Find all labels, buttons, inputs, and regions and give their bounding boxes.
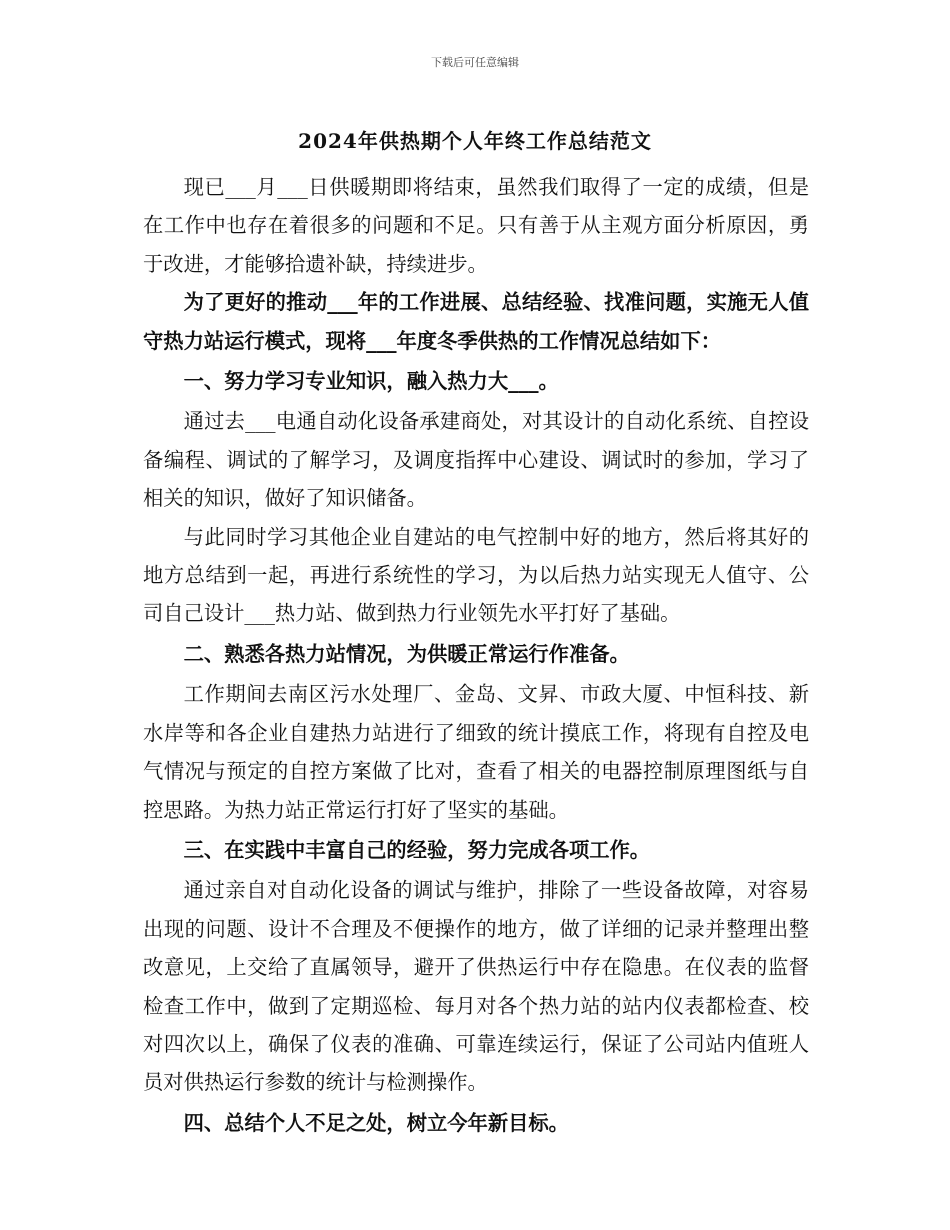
- document-title: 2024年供热期个人年终工作总结范文: [298, 129, 652, 153]
- paragraph-section-1a: 通过去___电通自动化设备承建商处，对其设计的自动化系统、自控设备编程、调试的了解学习，及调度指挥中心建设、调试时的参加，学习了相关的知识，做好了知识储备。: [143, 409, 809, 511]
- paragraph-summary-lead: 为了更好的推动___年的工作进展、总结经验、找准问题，实施无人值守热力站运行模式，现将___年度冬季供热的工作情况总结如下：: [143, 290, 809, 353]
- document-body: [143, 168, 809, 1144]
- paragraph-intro: 现已___月___日供暖期即将结束，虽然我们取得了一定的成绩，但是在工作中也存在着很多的问题和不足。只有善于从主观方面分析原因，勇于改进，才能够拾遗补缺，持续进步。: [143, 175, 809, 276]
- paragraph-section-2: 工作期间去南区污水处理厂、金岛、文昇、市政大厦、中恒科技、新水岸等和各企业自建热力站进行了细致的统计摸底工作，将现有自控及电气情况与预定的自控方案做了比对，查看了相关的电器控制原理图纸与自控思路。为热力站正常运行打好了坚实的基础。: [143, 682, 809, 822]
- paragraph-section-3: 通过亲自对自动化设备的调试与维护，排除了一些设备故障，对容易出现的问题、设计不合理及不便操作的地方，做了详细的记录并整理出整改意见，上交给了直属领导，避开了供热运行中存在隐患。在仪表的监督检查工作中，做到了定期巡检、每月对各个热力站的站内仪表都检查、校对四次以上，确保了仪表的准确、可靠连续运行，保证了公司站内值班人员对供热运行参数的统计与检测操作。: [143, 878, 809, 1095]
- section-heading-2: 二、熟悉各热力站情况，为供暖正常运行作准备。: [183, 641, 630, 666]
- section-heading-3: 三、在实践中丰富自己的经验，努力完成各项工作。: [183, 837, 651, 862]
- section-heading-4: 四、总结个人不足之处，树立今年新目标。: [183, 1110, 569, 1135]
- section-heading-1: 一、努力学习专业知识，融入热力大___。: [183, 369, 559, 394]
- paragraph-section-1b: 与此同时学习其他企业自建站的电气控制中好的地方，然后将其好的地方总结到一起，再进行系统性的学习，为以后热力站实现无人值守、公司自己设计___热力站、做到热力行业领先水平打好了基础。: [143, 524, 809, 626]
- header-note: 下载后可任意编辑: [431, 56, 519, 69]
